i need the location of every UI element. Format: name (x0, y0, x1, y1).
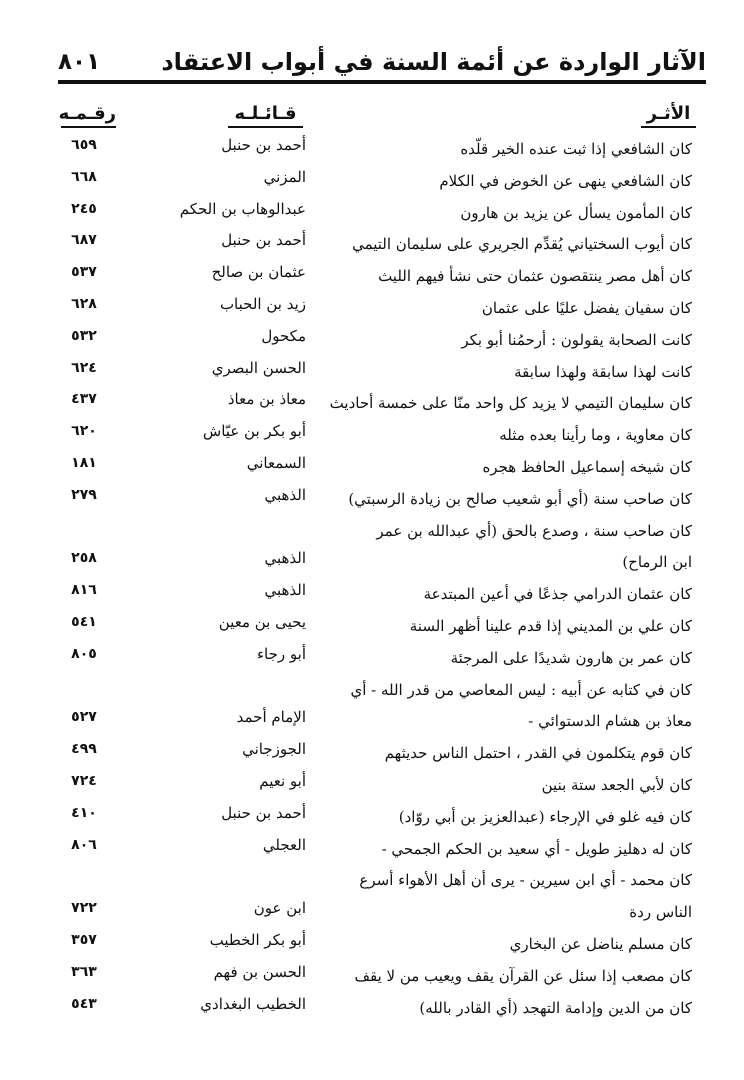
sayer-name: أبو رجاء (257, 644, 306, 663)
page-number: ٨٠١ (58, 49, 101, 75)
reference-number: ٧٢٤ (71, 772, 97, 789)
athar-text: ابن الرماح) (622, 553, 692, 572)
sayer-name: أحمد بن حنبل (221, 231, 306, 250)
table-row (58, 581, 706, 613)
table-row (58, 454, 706, 486)
athar-text: معاذ بن هشام الدستوائي - (528, 712, 692, 731)
reference-number: ٢٤٥ (71, 200, 97, 217)
athar-text: كان سفيان يفضل عليًا على عثمان (481, 298, 692, 317)
sayer-name: الحسن بن فهم (213, 962, 306, 981)
reference-number: ٣٥٧ (71, 931, 97, 948)
athar-text: كان علي بن المديني إذا قدم علينا أظهر السنة (409, 616, 692, 635)
sayer-name: أبو بكر بن عيّاش (202, 422, 306, 441)
table-row (58, 390, 706, 422)
athar-text: كان لأبي الجعد ستة بنين (541, 775, 692, 794)
reference-number: ٢٥٨ (71, 550, 97, 567)
sayer-name: أحمد بن حنبل (221, 803, 306, 822)
athar-text: كان الشافعي إذا ثبت عنده الخير قلّده (460, 140, 692, 158)
sayer-name: عبدالوهاب بن الحكم (179, 199, 306, 218)
reference-number: ٥٣٢ (71, 327, 97, 344)
table-row (58, 549, 706, 581)
reference-number: ١٨١ (71, 454, 97, 471)
sayer-name: معاذ بن معاذ (227, 390, 306, 409)
reference-number: ٤٣٧ (71, 391, 97, 408)
sayer-name: أبو نعيم (259, 771, 306, 790)
sayer-name: الخطيب البغدادي (200, 994, 306, 1013)
athar-text: كان قوم يتكلمون في القدر ، احتمل الناس حديثهم (384, 744, 692, 763)
table-row (58, 486, 706, 518)
athar-text: كان الشافعي ينهى عن الخوض في الكلام (439, 171, 692, 190)
sayer-name: الحسن البصري (211, 358, 306, 377)
athar-text: كان عمر بن هارون شديدًا على المرجئة (450, 648, 692, 667)
reference-number: ٦٢٠ (71, 423, 97, 440)
reference-number: ٤٩٩ (71, 741, 97, 758)
table-row (58, 168, 706, 200)
table-row (58, 995, 706, 1027)
reference-number: ٥٤٣ (71, 995, 97, 1012)
reference-number: ٦٢٨ (71, 295, 97, 312)
reference-number: ٦٢٤ (71, 359, 97, 376)
reference-number: ٥٣٧ (71, 264, 97, 281)
athar-text: كان أهل مصر ينتقصون عثمان حتى نشأ فيهم الليث (378, 267, 692, 286)
column-header-athar: الأثـر (641, 104, 696, 128)
athar-text: كان مسلم يناضل عن البخاري (509, 934, 692, 953)
table-row (58, 231, 706, 263)
sayer-name: يحيى بن معين (218, 612, 306, 631)
sayer-name: الإمام أحمد (236, 708, 306, 727)
column-header-number: رقـمـه (61, 104, 116, 128)
reference-number: ٥٤١ (71, 613, 97, 630)
athar-text: كان عثمان الدرامي جذعًا في أعين المبتدعة (423, 585, 692, 604)
table-row (58, 931, 706, 963)
reference-number: ٣٦٣ (71, 963, 97, 980)
reference-number: ٦٨٧ (71, 232, 97, 249)
column-header-sayer: قـائـلـه (228, 104, 303, 128)
column-headers (58, 104, 706, 132)
reference-number: ٥٢٧ (71, 709, 97, 726)
athar-text: كان صاحب سنة (أي أبو شعيب صالح بن زيادة الرسبتي) (348, 489, 692, 508)
table-row (58, 422, 706, 454)
athar-text: كانت لهذا سابقة ولهذا سابقة (514, 362, 692, 381)
athar-text: كان شيخه إسماعيل الحافظ هجره (482, 457, 692, 476)
table-row (58, 677, 706, 709)
reference-number: ٦٥٩ (71, 137, 97, 153)
table-row (58, 772, 706, 804)
table-row (58, 359, 706, 391)
reference-number: ٨١٦ (71, 582, 97, 599)
athar-text: كان له دهليز طويل - أي سعيد بن الحكم الجمحي - (381, 839, 692, 858)
table-row (58, 899, 706, 931)
table-row (58, 613, 706, 645)
table-row (58, 708, 706, 740)
sayer-name: أبو بكر الخطيب (209, 930, 306, 949)
table-row (58, 963, 706, 995)
athar-text: كان في كتابه عن أبيه : ليس المعاصي من قدر الله - أي (350, 680, 692, 699)
athar-text: الناس ردة (629, 903, 692, 922)
sayer-name: العجلي (262, 835, 306, 854)
table-row (58, 327, 706, 359)
table-row (58, 200, 706, 232)
table-row (58, 518, 706, 550)
index-table (58, 136, 706, 1026)
reference-number: ٨٠٦ (71, 836, 97, 853)
reference-number: ٧٢٢ (71, 900, 97, 917)
sayer-name: السمعاني (246, 453, 306, 472)
athar-text: كان سليمان التيمي لا يزيد كل واحد منّا على خمسة أحاديث (329, 394, 692, 413)
reference-number: ٤١٠ (71, 804, 97, 821)
sayer-name: أحمد بن حنبل (221, 136, 306, 154)
athar-text: كان معاوية ، وما رأينا بعده مثله (499, 426, 692, 445)
athar-text: كان مصعب إذا سئل عن القرآن يقف ويعيب من لا يقف (354, 966, 692, 985)
table-row (58, 804, 706, 836)
sayer-name: الذهبي (264, 485, 306, 504)
table-row (58, 867, 706, 899)
table-row (58, 263, 706, 295)
sayer-name: الذهبي (264, 581, 306, 600)
reference-number: ٢٧٩ (71, 486, 97, 503)
athar-text: كان المأمون يسأل عن يزيد بن هارون (460, 203, 692, 222)
running-title: الآثار الواردة عن أئمة السنة في أبواب الاعتقاد (161, 48, 706, 76)
sayer-name: مكحول (261, 326, 306, 345)
page-header (58, 32, 706, 84)
sayer-name: زيد بن الحباب (219, 294, 306, 313)
sayer-name: عثمان بن صالح (211, 263, 306, 282)
table-row (58, 295, 706, 327)
athar-text: كان صاحب سنة ، وصدع بالحق (أي عبدالله بن عمر (376, 521, 692, 540)
athar-text: كان فيه غلو في الإرجاء (عبدالعزيز بن أبي روّاد) (398, 807, 692, 826)
athar-text: كان أيوب السختياني يُقدِّم الجريري على سليمان التيمي (352, 235, 692, 254)
table-row (58, 740, 706, 772)
sayer-name: الجوزجاني (242, 740, 306, 759)
athar-text: كان محمد - أي ابن سيرين - يرى أن أهل الأهواء أسرع (359, 871, 692, 890)
table-row (58, 645, 706, 677)
table-row (58, 136, 706, 168)
sayer-name: ابن عون (253, 899, 306, 918)
table-row (58, 836, 706, 868)
reference-number: ٨٠٥ (71, 645, 97, 662)
reference-number: ٦٦٨ (71, 168, 97, 185)
athar-text: كانت الصحابة يقولون : أرحمُنا أبو بكر (461, 330, 692, 349)
athar-text: كان من الدين وإدامة التهجد (أي القادر بالله) (419, 998, 692, 1017)
sayer-name: الذهبي (264, 549, 306, 568)
sayer-name: المزني (263, 167, 306, 186)
